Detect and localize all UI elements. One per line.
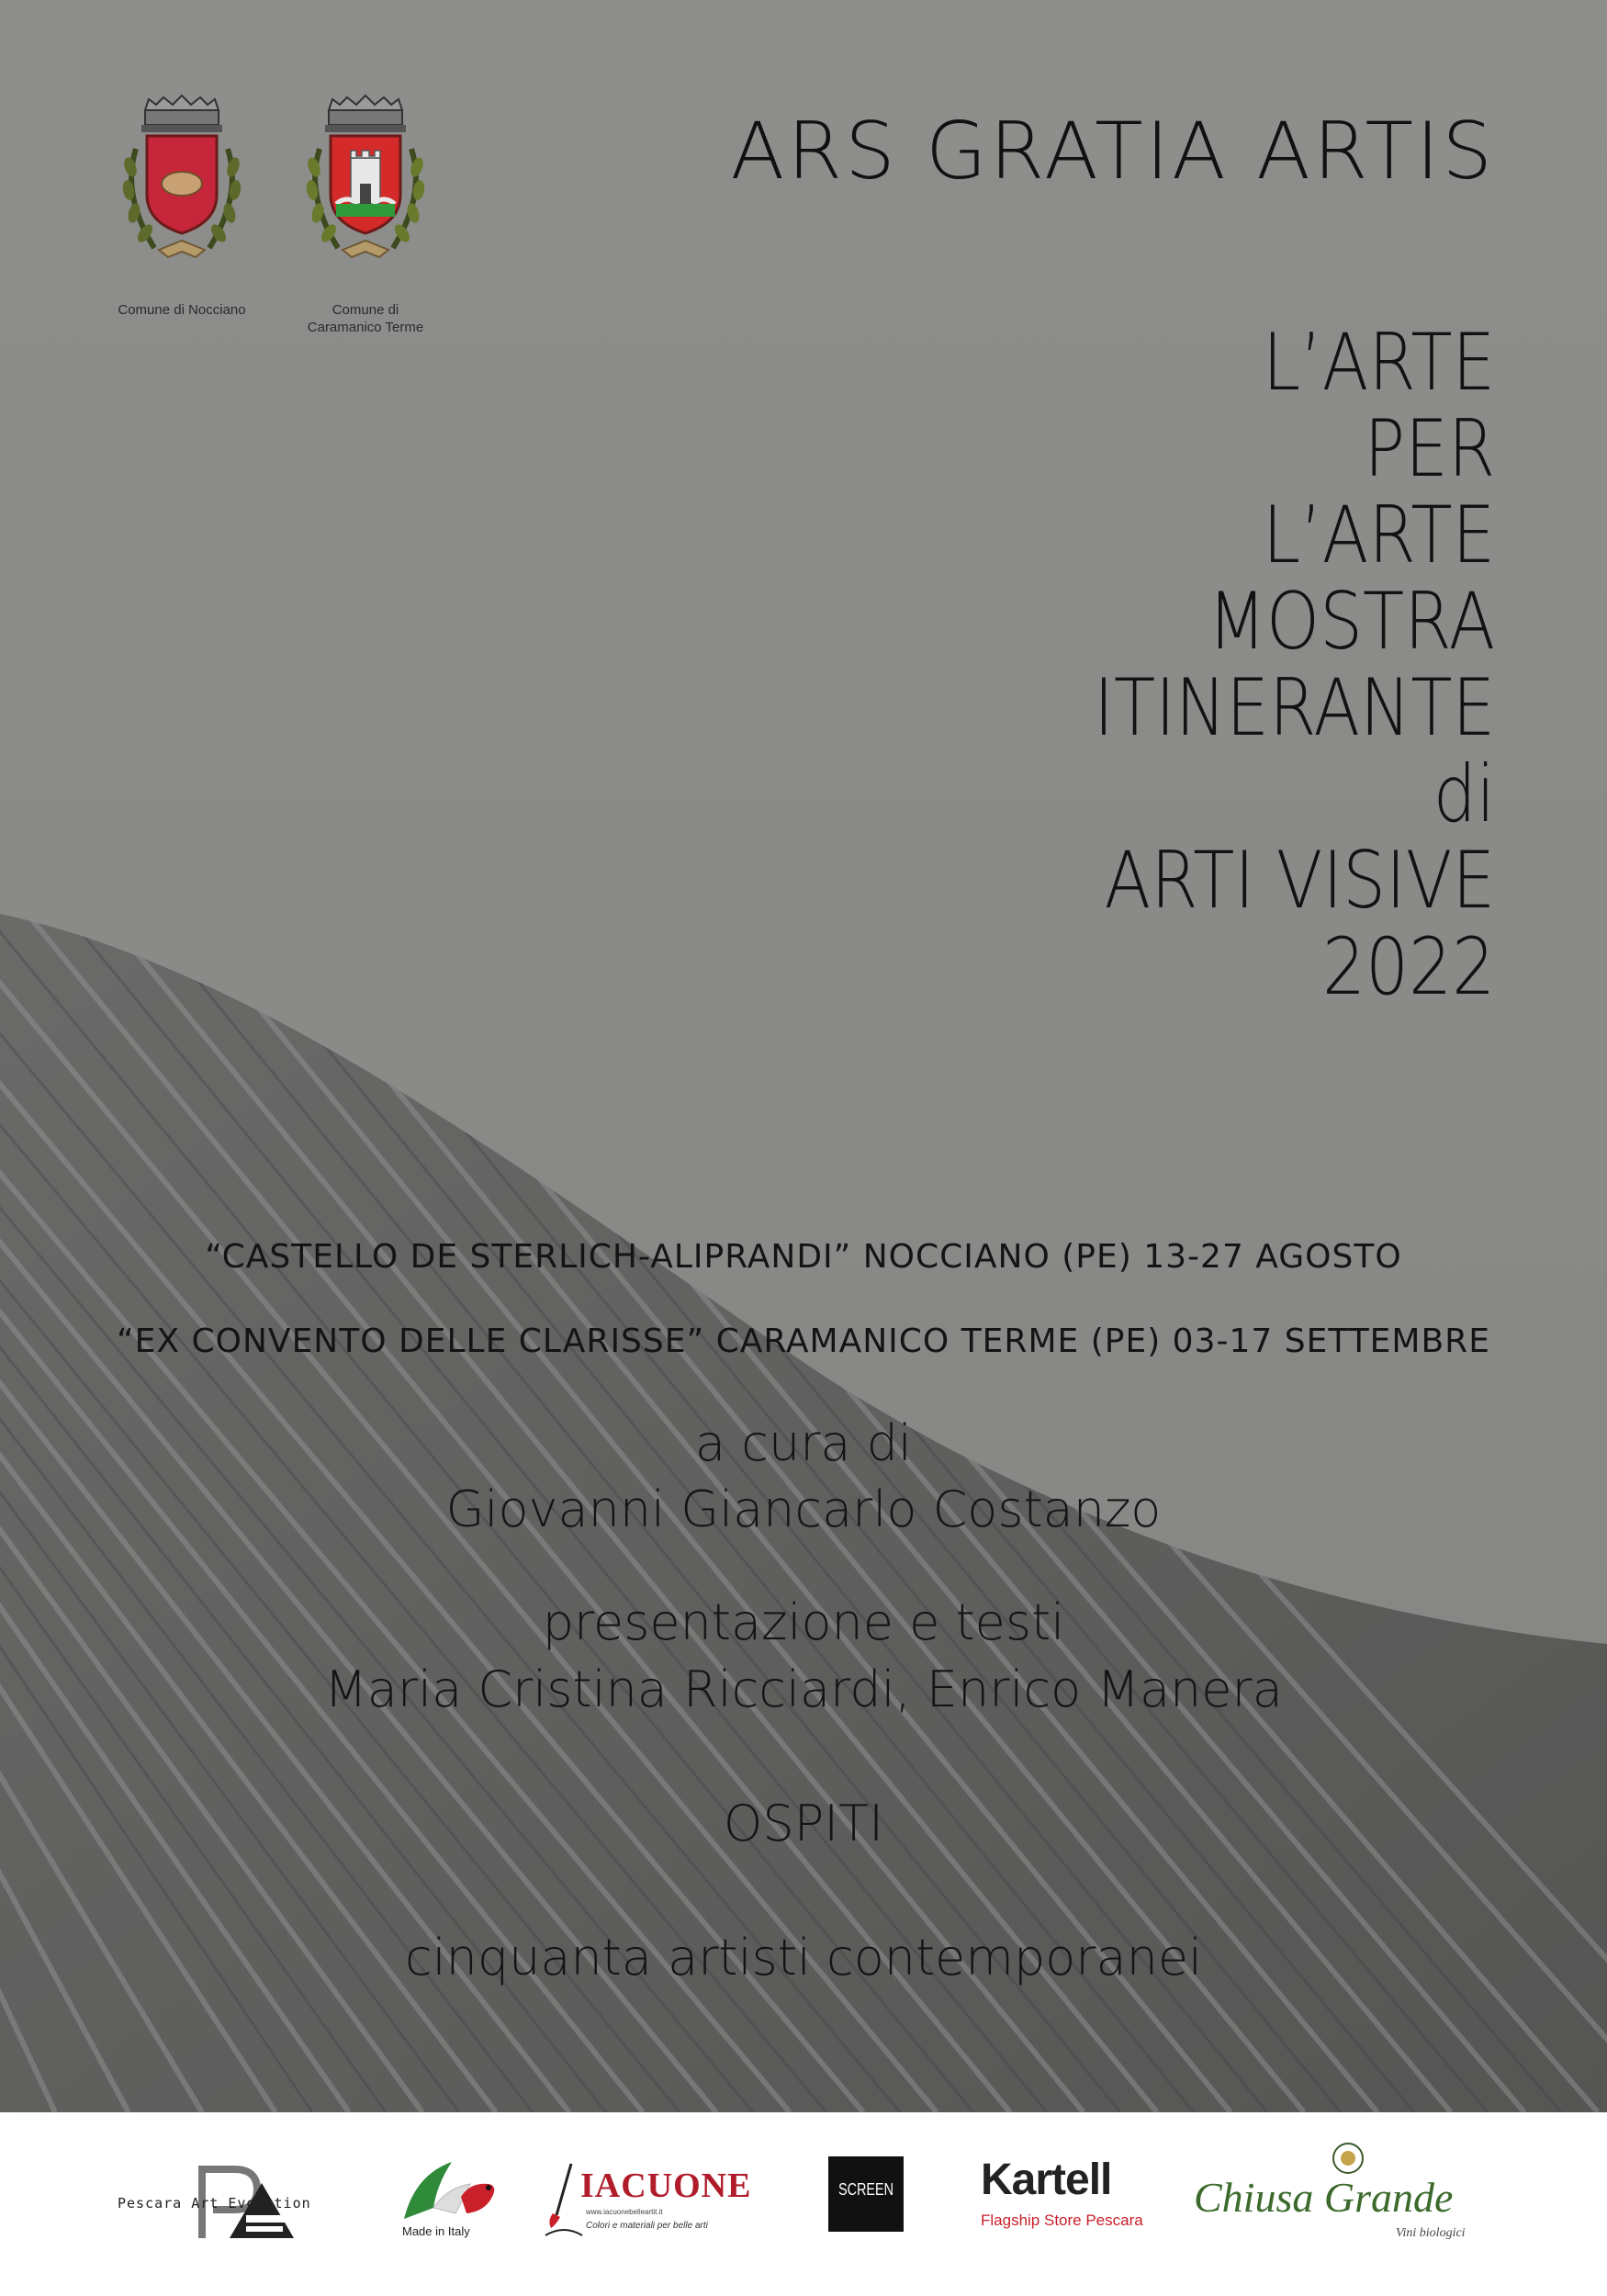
kartell-logo — [981, 2155, 1155, 2246]
chiusa-grande-logo — [1194, 2140, 1497, 2250]
caramanico-crest-icon — [292, 94, 439, 287]
palette-brush-icon — [544, 2160, 584, 2243]
nocciano-caption: Comune di Nocciano — [118, 302, 246, 318]
headline-line: ARTI VISIVE — [1104, 835, 1495, 927]
iacuone-logo — [544, 2156, 773, 2248]
chiusa-name: Chiusa Grande — [1194, 2174, 1454, 2221]
headline-line: PER — [1364, 403, 1495, 495]
chiusa-emblem-icon — [1330, 2140, 1366, 2177]
kartell-name: Kartell — [981, 2155, 1112, 2204]
italy-birds-icon — [397, 2156, 498, 2225]
page-title: ARS GRATIA ARTIS — [730, 106, 1495, 197]
headline-line: L’ARTE — [1262, 317, 1495, 409]
iacuone-name: IACUONE — [580, 2167, 752, 2205]
curator-name: Giovanni Giancarlo Costanzo — [445, 1480, 1162, 1538]
curator-label: a cura di — [695, 1414, 912, 1472]
made-in-italy-text: Made in Italy — [402, 2224, 470, 2238]
kartell-sub: Flagship Store Pescara — [981, 2212, 1143, 2229]
screen-name: SCREEN — [837, 2180, 893, 2199]
headline-line: L’ARTE — [1262, 490, 1495, 581]
screen-logo — [828, 2156, 904, 2232]
guests-text: cinquanta artisti contemporanei — [404, 1929, 1203, 1986]
guests-label: OSPITI — [723, 1795, 884, 1852]
headline-line: MOSTRA — [1207, 576, 1495, 668]
headline-line: di — [1433, 748, 1495, 840]
venue-caramanico: “EX CONVENTO DELLE CLARISSE” CARAMANICO TERME (PE) 03-17 SETTEMBRE — [117, 1322, 1490, 1360]
presentation-label: presentazione e testi — [542, 1593, 1065, 1651]
headline-line: 2022 — [1321, 921, 1495, 1013]
headline — [1093, 317, 1495, 1013]
pescara-art-evolution-logo — [118, 2160, 356, 2243]
caramanico-caption: Comune di Caramanico Terme — [307, 302, 424, 335]
presentation-names: Maria Cristina Ricciardi, Enrico Manera — [324, 1660, 1283, 1718]
iacuone-tagline: Colori e materiali per belle arti — [586, 2221, 708, 2231]
nocciano-crest-icon — [108, 94, 255, 287]
headline-line: ITINERANTE — [1093, 662, 1495, 754]
sponsor-footer — [0, 2112, 1607, 2296]
venue-nocciano: “CASTELLO DE STERLICH-ALIPRANDI” NOCCIANO (PE) 13-27 AGOSTO — [205, 1238, 1402, 1276]
made-in-italy-logo — [397, 2156, 507, 2248]
chiusa-sub: Vini biologici — [1396, 2226, 1466, 2240]
pae-text: Pescara Art Evolution — [118, 2195, 311, 2212]
iacuone-url: www.iacuonebelleartit.it — [586, 2208, 663, 2216]
